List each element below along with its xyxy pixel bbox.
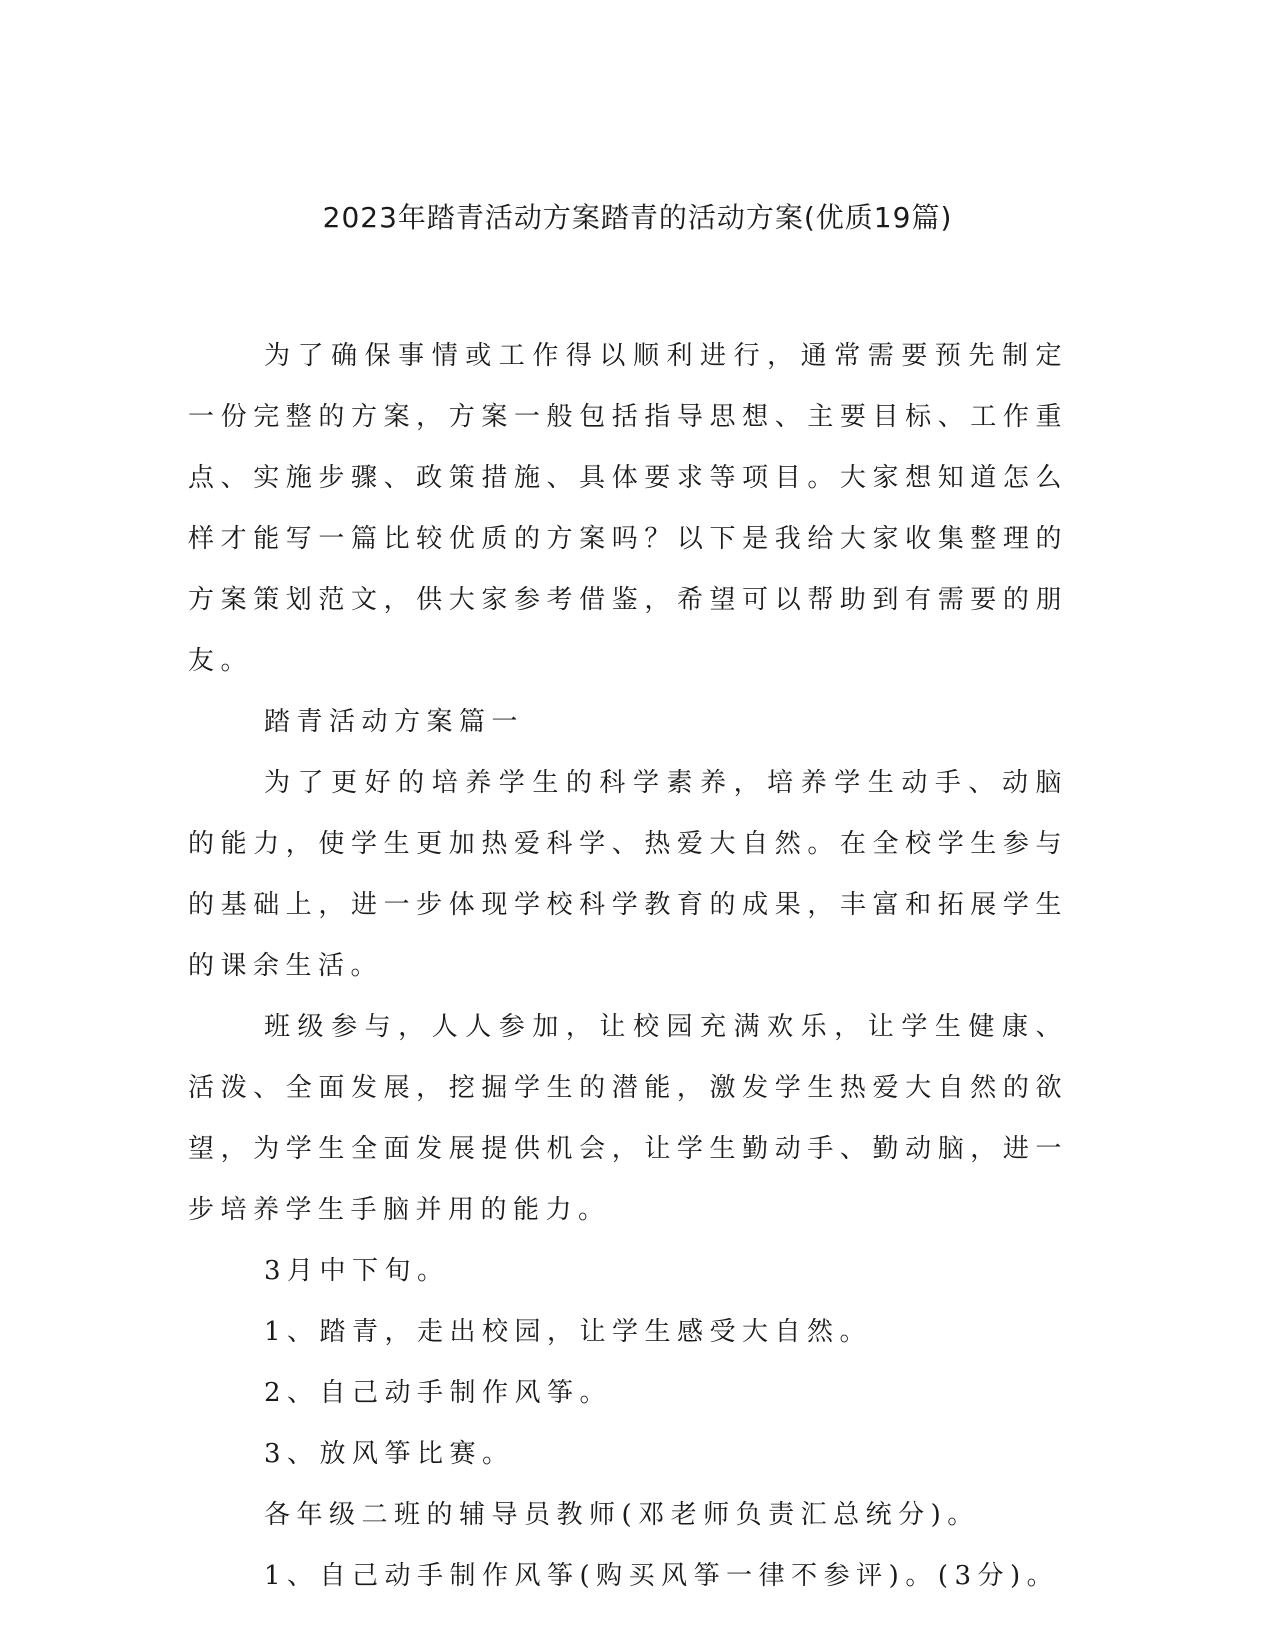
paragraph-goals: 班级参与，人人参加，让校园充满欢乐，让学生健康、活泼、全面发展，挖掘学生的潜能，激发学生热爱大自然的欲望，为学生全面发展提供机会，让学生勤动手、勤动脑，进一步培养学生手脑并用的能力。	[188, 1012, 1068, 1225]
document-body	[188, 326, 1068, 1607]
paragraph-intro: 为了确保事情或工作得以顺利进行，通常需要预先制定一份完整的方案，方案一般包括指导思想、主要目标、工作重点、实施步骤、政策措施、具体要求等项目。大家想知道怎么样才能写一篇比较优质的方案吗？以下是我给大家收集整理的方案策划范文，供大家参考借鉴，希望可以帮助到有需要的朋友。	[188, 341, 1068, 676]
paragraph-organizers: 各年级二班的辅导员教师(邓老师负责汇总统分)。	[264, 1500, 980, 1530]
document-title: 2023年踏青活动方案踏青的活动方案(优质19篇)	[322, 201, 953, 234]
list-item: 1、自己动手制作风筝(购买风筝一律不参评)。(3分)。	[264, 1561, 1060, 1591]
list-item: 3、放风筝比赛。	[264, 1439, 515, 1469]
list-item: 2、自己动手制作风筝。	[264, 1378, 613, 1408]
paragraph-time: 3月中下旬。	[264, 1256, 450, 1286]
section-heading: 踏青活动方案篇一	[264, 707, 525, 737]
list-item: 1、踏青，走出校园，让学生感受大自然。	[264, 1317, 873, 1347]
paragraph-purpose: 为了更好的培养学生的科学素养，培养学生动手、动脑的能力，使学生更加热爱科学、热爱大自然。在全校学生参与的基础上，进一步体现学校科学教育的成果，丰富和拓展学生的课余生活。	[188, 768, 1068, 981]
